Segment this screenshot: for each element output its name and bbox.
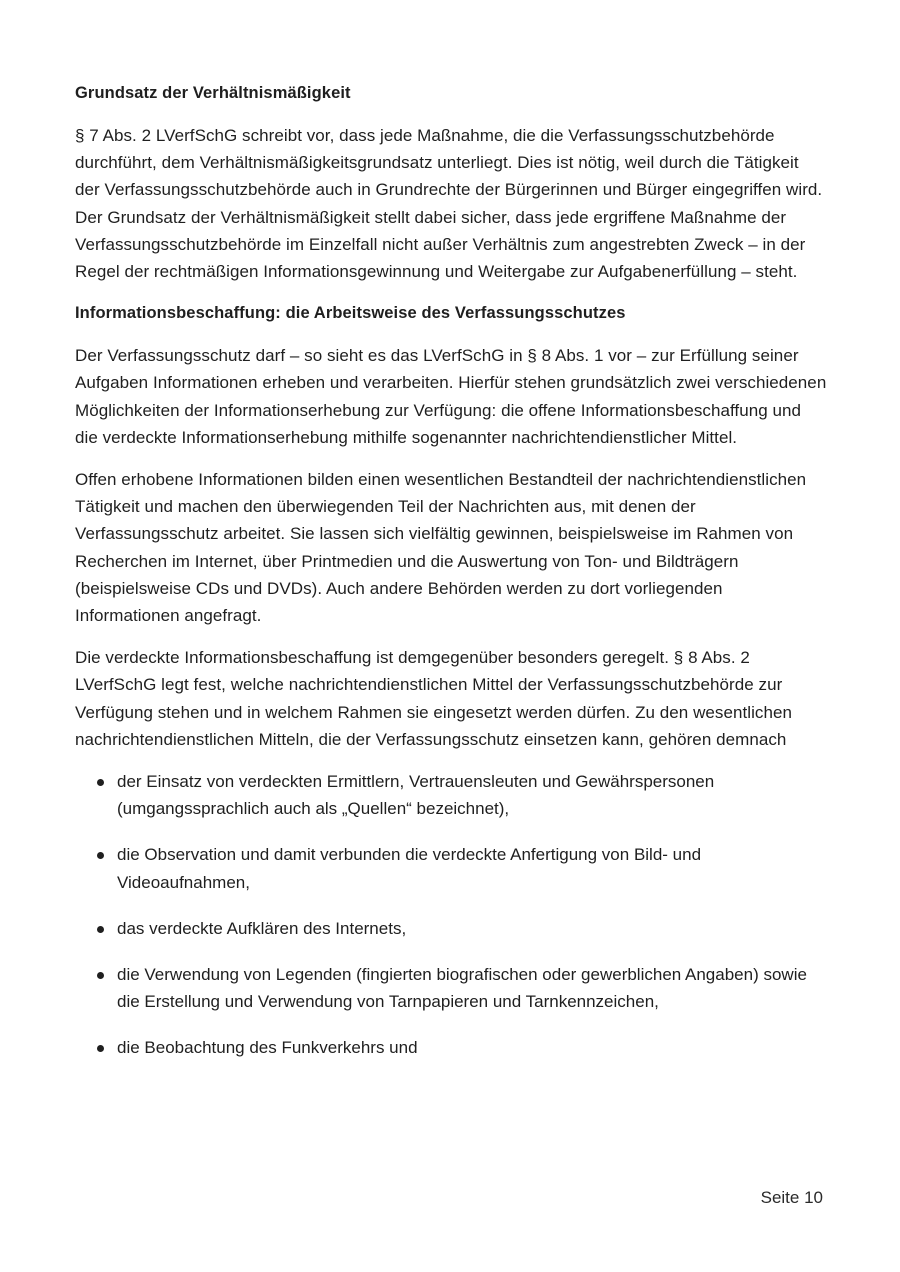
bullet-icon: [97, 779, 104, 786]
bullet-icon: [97, 1045, 104, 1052]
paragraph: § 7 Abs. 2 LVerfSchG schreibt vor, dass jede Maßnahme, die die Verfassungsschutzbehörde durchführt, dem Verhältnismäßigkeitsgrundsatz unterliegt. Dies ist nötig, weil durch die Tätigkeit der Verfassungsschutzbehörde auch in Grundrechte der Bürgerinnen und Bürger eingegriffen wird. Der Grundsatz der Verhältnismäßigkeit stellt dabei sicher, dass jede ergriffene Maßnahme der Verfassungsschutzbehörde im Einzelfall nicht außer Verhältnis zum angestrebten Zweck – in der Regel der rechtmäßigen Informationsgewinnung und Weitergabe zur Aufgabenerfüllung – steht.: [75, 126, 823, 282]
document-page: [75, 80, 827, 1081]
bullet-list: [75, 768, 827, 1062]
list-item: [75, 841, 827, 895]
list-item-text: der Einsatz von verdeckten Ermittlern, Vertrauensleuten und Gewährspersonen (umgangssprachlich auch als „Quellen“ bezeichnet),: [117, 772, 715, 819]
list-item: [75, 961, 827, 1015]
list-item-text: die Observation und damit verbunden die verdeckte Anfertigung von Bild- und Videoaufnahmen,: [117, 845, 702, 892]
list-item-text: die Beobachtung des Funkverkehrs und: [117, 1038, 418, 1058]
bullet-icon: [97, 852, 104, 859]
bullet-icon: [97, 972, 104, 979]
list-item: [75, 768, 827, 822]
bullet-icon: [97, 926, 104, 933]
page-number: Seite 10: [760, 1188, 823, 1207]
list-item: [75, 915, 827, 942]
paragraph: Offen erhobene Informationen bilden einen wesentlichen Bestandteil der nachrichtendienstlichen Tätigkeit und machen den überwiegenden Teil der Nachrichten aus, mit denen der Verfassungsschutz arbeitet. Sie lassen sich vielfältig gewinnen, beispielsweise im Rahmen von Recherchen im Internet, über Printmedien und die Auswertung von Ton- und Bildträgern (beispielsweise CDs und DVDs). Auch andere Behörden werden zu dort vorliegenden Informationen angefragt.: [75, 470, 807, 626]
list-item-text: das verdeckte Aufklären des Internets,: [117, 918, 407, 938]
paragraph: Der Verfassungsschutz darf – so sieht es das LVerfSchG in § 8 Abs. 1 vor – zur Erfüllung seiner Aufgaben Informationen erheben und verarbeiten. Hierfür stehen grundsätzlich zwei verschiedenen Möglichkeiten der Informationserhebung zur Verfügung: die offene Informationsbeschaffung und die verdeckte Informationserhebung mithilfe sogenannter nachrichtendienstlicher Mittel.: [75, 346, 827, 447]
paragraph: Die verdeckte Informationsbeschaffung ist demgegenüber besonders geregelt. § 8 Abs. 2 LVerfSchG legt fest, welche nachrichtendienstlichen Mittel der Verfassungsschutzbehörde zur Verfügung stehen und in welchem Rahmen sie eingesetzt werden dürfen. Zu den wesentlichen nachrichtendienstlichen Mitteln, die der Verfassungsschutz einsetzen kann, gehören demnach: [75, 648, 792, 749]
list-item-text: die Verwendung von Legenden (fingierten biografischen oder gewerblichen Angaben) sowie die Erstellung und Verwendung von Tarnpapieren und Tarnkennzeichen,: [117, 965, 807, 1012]
list-item: [75, 1034, 827, 1061]
section-heading: Grundsatz der Verhältnismäßigkeit: [75, 84, 351, 102]
section-heading: Informationsbeschaffung: die Arbeitsweise des Verfassungsschutzes: [75, 304, 626, 323]
